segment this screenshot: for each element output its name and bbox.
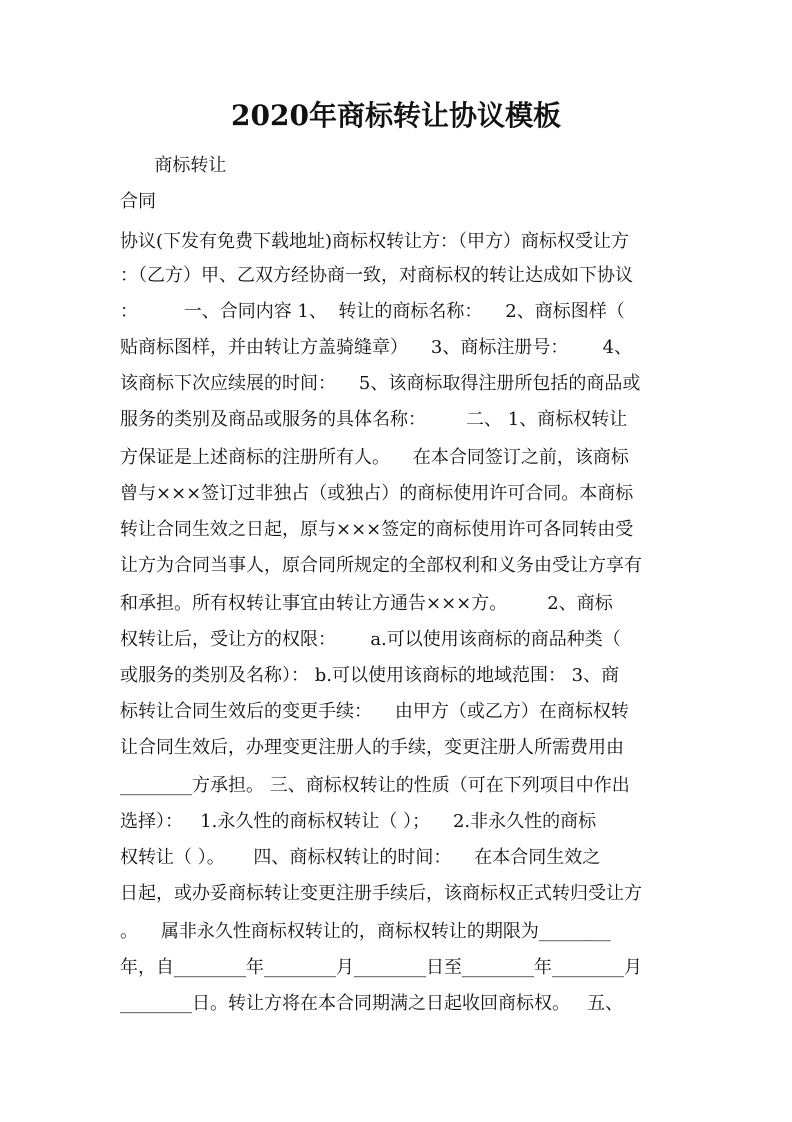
paragraph-line: 协议(下发有免费下载地址)商标权转让方：（甲方）商标权受让方 [120,231,630,252]
paragraph-line: 。 属非永久性商标权转让的，商标权转让的期限为________ [120,921,611,942]
paragraph-line: 该商标下次应续展的时间： 5、该商标取得注册所包括的商品或 [120,373,641,394]
paragraph-line: 标转让合同生效后的变更手续： 由甲方（或乙方）在商标权转 [120,701,629,722]
paragraph-line: 贴商标图样，并由转让方盖骑缝章） 3、商标注册号： 4、 [120,337,633,358]
paragraph-line: 让方为合同当事人，原合同所规定的全部权利和义务由受让方享有 [120,555,642,576]
paragraph-line: 让合同生效后，办理变更注册人的手续，变更注册人所需费用由 [120,737,624,758]
paragraph-line: 选择）： 1.永久性的商标权转让（ ）； 2.非永久性的商标 [120,811,597,832]
paragraph-line: 合同 [120,191,156,212]
paragraph-line: 日起，或办妥商标转让变更注册手续后，该商标权正式转归受让方 [120,883,642,904]
paragraph-line: ：（乙方）甲、乙双方经协商一致，对商标权的转让达成如下协议 [120,265,633,286]
paragraph-line: 服务的类别及商品或服务的具体名称： 二、 1、商标权转让 [120,409,628,430]
paragraph-line: 转让合同生效之日起，原与×××签定的商标使用许可各同转由受 [120,519,634,540]
paragraph-line: 方保证是上述商标的注册所有人。 在本合同签订之前，该商标 [120,447,629,468]
document-title: 2020年商标转让协议模板 [231,99,561,132]
paragraph-line: 年，自________年________月________日至________年________月 [120,957,642,978]
paragraph-line: 权转让后，受让方的权限： a.可以使用该商标的商品种类（ [120,629,621,650]
paragraph-line: 或服务的类别及名称）： b.可以使用该商标的地域范围： 3、商 [120,665,620,686]
paragraph-line: ________日。转让方将在本合同期满之日起收回商标权。 五、 [120,993,624,1014]
paragraph-line: 商标转让 [120,155,227,176]
paragraph-line: 权转让（ ）。 四、商标权转让的时间： 在本合同生效之 [120,847,601,868]
paragraph-line: ________方承担。 三、商标权转让的性质（可在下列项目中作出 [120,775,630,796]
paragraph-line: ： 一、合同内容 1、 转让的商标名称： 2、商标图样（ [120,301,625,322]
paragraph-line: 曾与×××签订过非独占（或独占）的商标使用许可合同。本商标 [120,483,634,504]
paragraph-line: 和承担。所有权转让事宜由转让方通告×××方。 2、商标 [120,593,613,614]
